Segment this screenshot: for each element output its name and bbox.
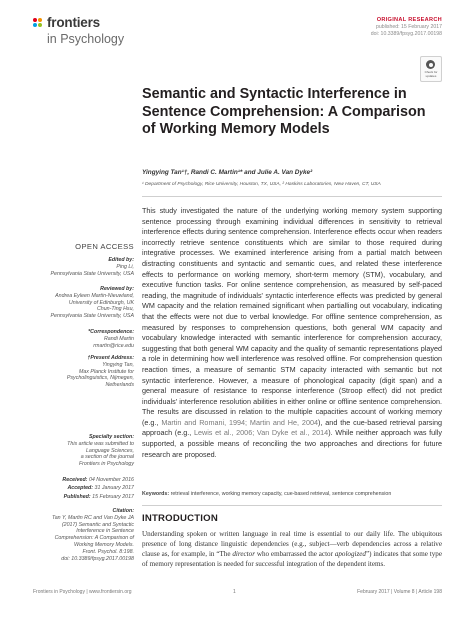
edited-by-block: Edited by: Ping Li, Pennsylvania State University, USA: [50, 257, 134, 277]
frontiers-logo-icon: [33, 18, 45, 30]
specialty-section-block: Specialty section: This article was submitted to Language Sciences, a section of the journal Frontiers in Psychology: [67, 434, 134, 468]
author-list: Yingying Tan¹†, Randi C. Martin¹* and Julie A. Van Dyke²: [142, 169, 313, 176]
intro-paragraph: Understanding spoken or written language in real time is essential to our daily life. The ubiquitous presence of long distance linguistic dependencies (e.g., subject—verb dependencies across a relative clause as, for example, in “The director who embarrassed the actor apologized”) indicates that some type of memory representation is needed for successful integration of the dependent items.: [142, 530, 442, 568]
article-title: Semantic and Syntactic Interference in Sentence Comprehension: A Comparison of Working Memory Models: [142, 86, 426, 137]
present-address-block: †Present Address: Yingying Tan, Max Planck Institute for Psycholinguistics, Nijmegen, Netherlands: [66, 355, 134, 389]
citation-link[interactable]: Martin and Romani, 1994; Martin and He, 2004: [161, 417, 318, 427]
abstract-text: This study investigated the nature of the underlying working memory system supporting sentence processing through examining individual differences in sensitivity to retrieval interference effects during sentence comprehension. Interference effects occur when readers incorrectly retrieve sentence constituents which are similar to those required during integrative processes. We examined interference arising from a partial match between distracting constituents and syntactic and semantic cues, and related these interference effects to performance on working memory, short-term memory (STM), vocabulary, and executive function tasks. For online sentence comprehension, as measured by self-paced reading, the magnitude of individuals' syntactic interference effects was predicted by general WM capacity and the relation remained significant when partialling out vocabulary, indicating that the effects were not due to verbal knowledge. For offline sentence comprehension, as measured by responses to comprehension questions, both general WM capacity and vocabulary knowledge interacted with semantic interference for comprehension accuracy, suggesting that both general WM capacity and the quality of semantic representations played a role in determining how well interference was resolved offline. For comprehension question reaction times, a measure of semantic STM capacity interacted with semantic but not syntactic interference. However, a measure of phonological capacity (digit span) and a general measure of resistance to response interference (Stroop effect) did not predict individuals' interference resolution abilities in either online or offline sentence comprehension. The results are discussed in relation to the multiple capacities account of working memory (e.g.,: [142, 206, 442, 427]
article-meta: [371, 17, 442, 38]
divider: [142, 505, 442, 506]
doi-link[interactable]: doi: 10.3389/fpsyg.2017.00198: [61, 555, 134, 562]
journal-name: frontiers: [47, 15, 100, 30]
abstract: [142, 206, 442, 460]
dates-block: Received: 04 November 2016 Accepted: 31 January 2017 Published: 15 February 2017: [62, 477, 134, 500]
abstract-text: ). While neither approach was fully supported, a possible means of reconciling the two approaches and directions for future research are proposed.: [142, 428, 442, 459]
doi-link[interactable]: doi: 10.3389/fpsyg.2017.00198: [370, 31, 442, 37]
keywords-text: retrieval interference, working memory capacity, cue-based retrieval, sentence comprehension: [169, 491, 392, 497]
journal-subtitle: in Psychology: [47, 32, 125, 46]
divider: [142, 196, 442, 197]
email-link[interactable]: rmartin@rice.edu: [93, 342, 134, 349]
citation-block: Citation: Tan Y, Martin RC and Van Dyke JA (2017) Semantic and Syntactic Interference in Sentence Comprehension: A Comparison of Working Memory Models. Front. Psychol. 8:198. doi: 10.3389/fpsyg.2017.00198: [33, 508, 134, 562]
keywords-label: Keywords:: [142, 491, 170, 497]
citation-link[interactable]: Lewis et al., 2006; Van Dyke et al., 2014: [193, 428, 329, 438]
section-heading: INTRODUCTION: [142, 513, 218, 524]
article-type: ORIGINAL RESEARCH: [376, 17, 442, 23]
page-number: 1: [233, 589, 236, 595]
open-access-label: OPEN ACCESS: [75, 242, 134, 251]
check-for-updates-badge[interactable]: [420, 56, 442, 82]
keywords: [142, 491, 442, 498]
published-date: published: 15 February 2017: [375, 24, 442, 30]
reviewed-by-block: Reviewed by: Andrea Eyleen Martin-Nieuwland, University of Edinburgh, UK Chun-Ting Hsu, Pennsylvania State University, USA: [50, 286, 134, 320]
footer-volume: February 2017 | Volume 8 | Article 198: [357, 589, 442, 595]
footer-journal[interactable]: Frontiers in Psychology | www.frontiersin.org: [33, 589, 132, 595]
correspondence-block: *Correspondence: Randi Martin rmartin@rice.edu: [33, 329, 134, 349]
journal-logo[interactable]: [33, 15, 143, 49]
badge-label: Check for updates: [424, 70, 438, 78]
update-icon: [426, 60, 435, 69]
abstract-text: ), and the cue-based retrieval parsing approach (e.g.,: [142, 417, 442, 438]
affiliations: ¹ Department of Psychology, Rice University, Houston, TX, USA, ² Haskins Laboratories, New Haven, CT, USA: [142, 182, 381, 187]
